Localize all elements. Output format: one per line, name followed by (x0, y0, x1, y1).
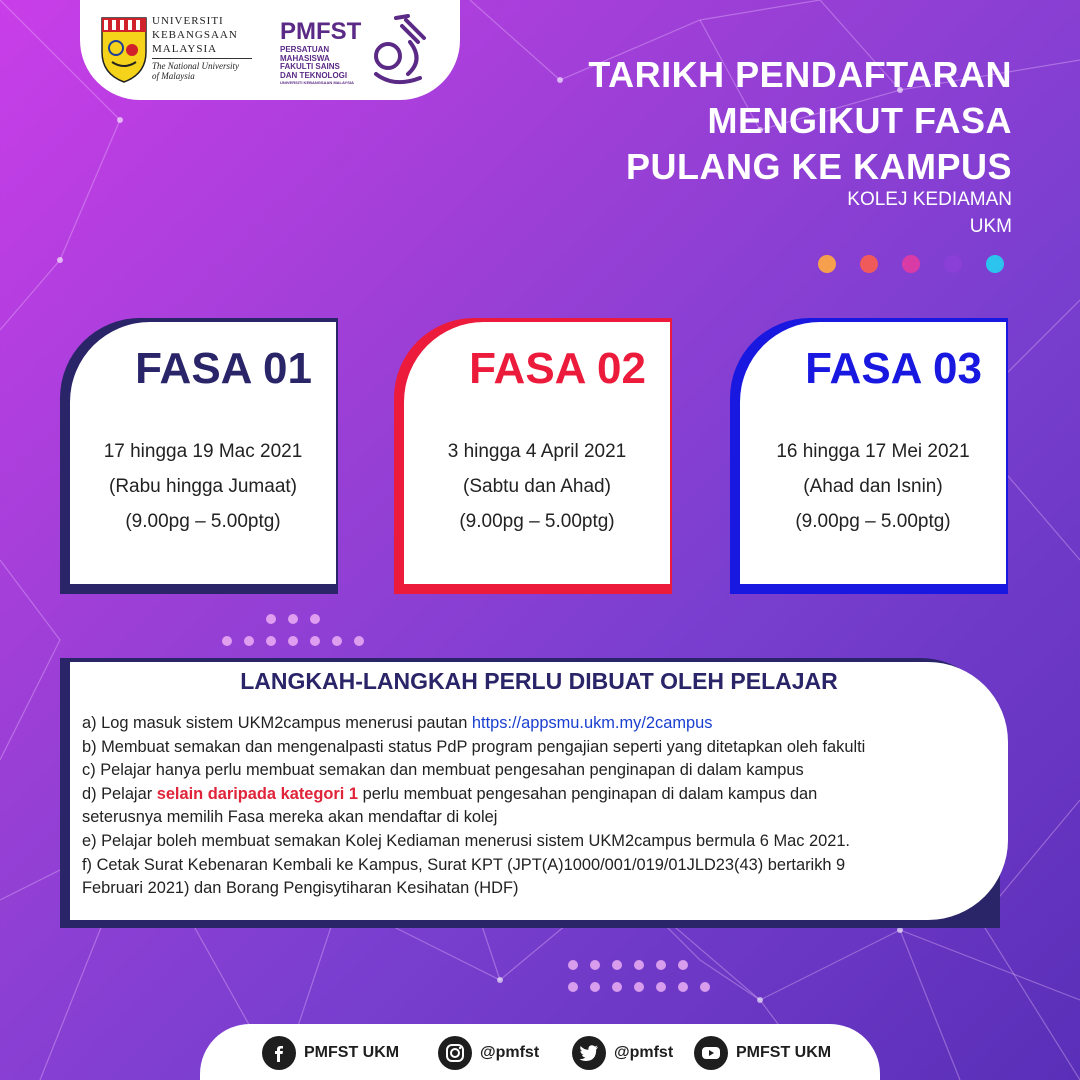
twitter-label: @pmfst (614, 1044, 674, 1061)
phase-3-details (740, 434, 1006, 539)
steps-title: LANGKAH-LANGKAH PERLU DIBUAT OLEH PELAJAR (240, 668, 838, 694)
social-footer (200, 1024, 880, 1080)
pmfst-sub-4: DAN TEKNOLOGI (280, 70, 348, 80)
step-a (82, 712, 1002, 736)
title-line-1: TARIKH PENDAFTARAN (588, 54, 1012, 95)
pmfst-title: PMFST (280, 18, 362, 45)
logo-block (80, 0, 460, 100)
steps-list (82, 712, 1002, 901)
phase-3-title: FASA 03 (805, 344, 982, 393)
phase-1-card (70, 322, 336, 584)
ukm-line-2: KEBANGSAAN (152, 29, 238, 41)
step-b: b) Membuat semakan dan mengenalpasti status PdP program pengajian seperti yang ditetapkan oleh fakulti (82, 737, 866, 756)
phase-1-days: (Rabu hingga Jumaat) (109, 476, 297, 497)
pmfst-sub-tiny: UNIVERSITI KEBANGSAAN MALAYSIA (280, 80, 354, 85)
facebook-icon (262, 1036, 296, 1070)
microscope-icon (366, 12, 436, 90)
ukm-sub-1: The National University (152, 61, 239, 71)
instagram-link[interactable] (438, 1036, 539, 1070)
pmfst-sub-2: MAHASISWA (280, 53, 330, 63)
accent-dots (818, 255, 1008, 275)
youtube-icon (694, 1036, 728, 1070)
phase-2-time: (9.00pg – 5.00ptg) (459, 511, 615, 532)
step-f-line-2: Februari 2021) dan Borang Pengisytiharan Kesihatan (HDF) (82, 879, 519, 898)
ukm-sub-2: of Malaysia (152, 71, 195, 81)
phase-1-title: FASA 01 (135, 344, 312, 393)
step-d-post: perlu membuat pengesahan penginapan di dalam kampus dan (358, 784, 818, 803)
ukm-divider (152, 58, 252, 59)
instagram-icon (438, 1036, 472, 1070)
step-d-continued: seterusnya memilih Fasa mereka akan mendaftar di kolej (82, 808, 498, 827)
phase-2-card (404, 322, 670, 584)
dot-grid-decoration (222, 614, 362, 648)
twitter-icon (572, 1036, 606, 1070)
instagram-label: @pmfst (480, 1044, 540, 1061)
accent-dot (944, 255, 962, 273)
phase-2-details (404, 434, 670, 539)
phase-3-dates: 16 hingga 17 Mei 2021 (776, 441, 970, 462)
twitter-link[interactable] (572, 1036, 673, 1070)
ukm-line-1: UNIVERSITI (152, 15, 224, 27)
accent-dot (860, 255, 878, 273)
phase-1-details (70, 434, 336, 539)
ukm-line-3: MALAYSIA (152, 43, 218, 55)
phase-3-time: (9.00pg – 5.00ptg) (795, 511, 951, 532)
pmfst-sub-1: PERSATUAN (280, 45, 330, 54)
youtube-link[interactable] (694, 1036, 831, 1070)
ukm-wordmark (152, 14, 272, 81)
facebook-link[interactable] (262, 1036, 399, 1070)
step-f-line-1: f) Cetak Surat Kebenaran Kembali ke Kampus, Surat KPT (JPT(A)1000/001/019/01JLD23(43) bertarikh 9 (82, 855, 846, 874)
pmfst-sub-3: FAKULTI SAINS (280, 62, 340, 71)
phase-3-days: (Ahad dan Isnin) (803, 476, 943, 497)
phase-2-dates: 3 hingga 4 April 2021 (447, 441, 627, 462)
steps-box (70, 662, 1008, 920)
accent-dot (986, 255, 1004, 273)
ukm2campus-link[interactable]: https://appsmu.ukm.my/2campus (471, 714, 713, 732)
subtitle-line-2: UKM (969, 216, 1012, 237)
phase-1-dates: 17 hingga 19 Mac 2021 (103, 441, 303, 462)
step-c: c) Pelajar hanya perlu membuat semakan dan membuat pengesahan penginapan di dalam kampus (82, 761, 804, 780)
page-title (588, 52, 1012, 190)
phase-2-days: (Sabtu dan Ahad) (463, 476, 611, 497)
accent-dot (818, 255, 836, 273)
step-e: e) Pelajar boleh membuat semakan Kolej Kediaman menerusi sistem UKM2campus bermula 6 Mac 2021. (82, 831, 850, 850)
pmfst-subtitle (280, 46, 366, 85)
step-a-text: a) Log masuk sistem UKM2campus menerusi pautan (82, 714, 472, 732)
phase-2-title: FASA 02 (469, 344, 646, 393)
accent-dot (902, 255, 920, 273)
title-line-2: MENGIKUT FASA (707, 100, 1012, 141)
dot-grid-decoration-bottom (568, 960, 728, 1020)
page-subtitle (847, 186, 1012, 240)
phase-1-time: (9.00pg – 5.00ptg) (125, 511, 281, 532)
pmfst-logo (280, 12, 440, 90)
ukm-crest-icon (98, 12, 150, 84)
phase-3-card (740, 322, 1006, 584)
subtitle-line-1: KOLEJ KEDIAMAN (847, 189, 1012, 210)
title-line-3: PULANG KE KAMPUS (625, 146, 1012, 187)
step-d-highlight: selain daripada kategori 1 (156, 784, 359, 803)
facebook-label: PMFST UKM (304, 1044, 400, 1061)
step-d (82, 783, 1002, 807)
step-d-pre: d) Pelajar (82, 784, 157, 803)
youtube-label: PMFST UKM (736, 1044, 832, 1061)
